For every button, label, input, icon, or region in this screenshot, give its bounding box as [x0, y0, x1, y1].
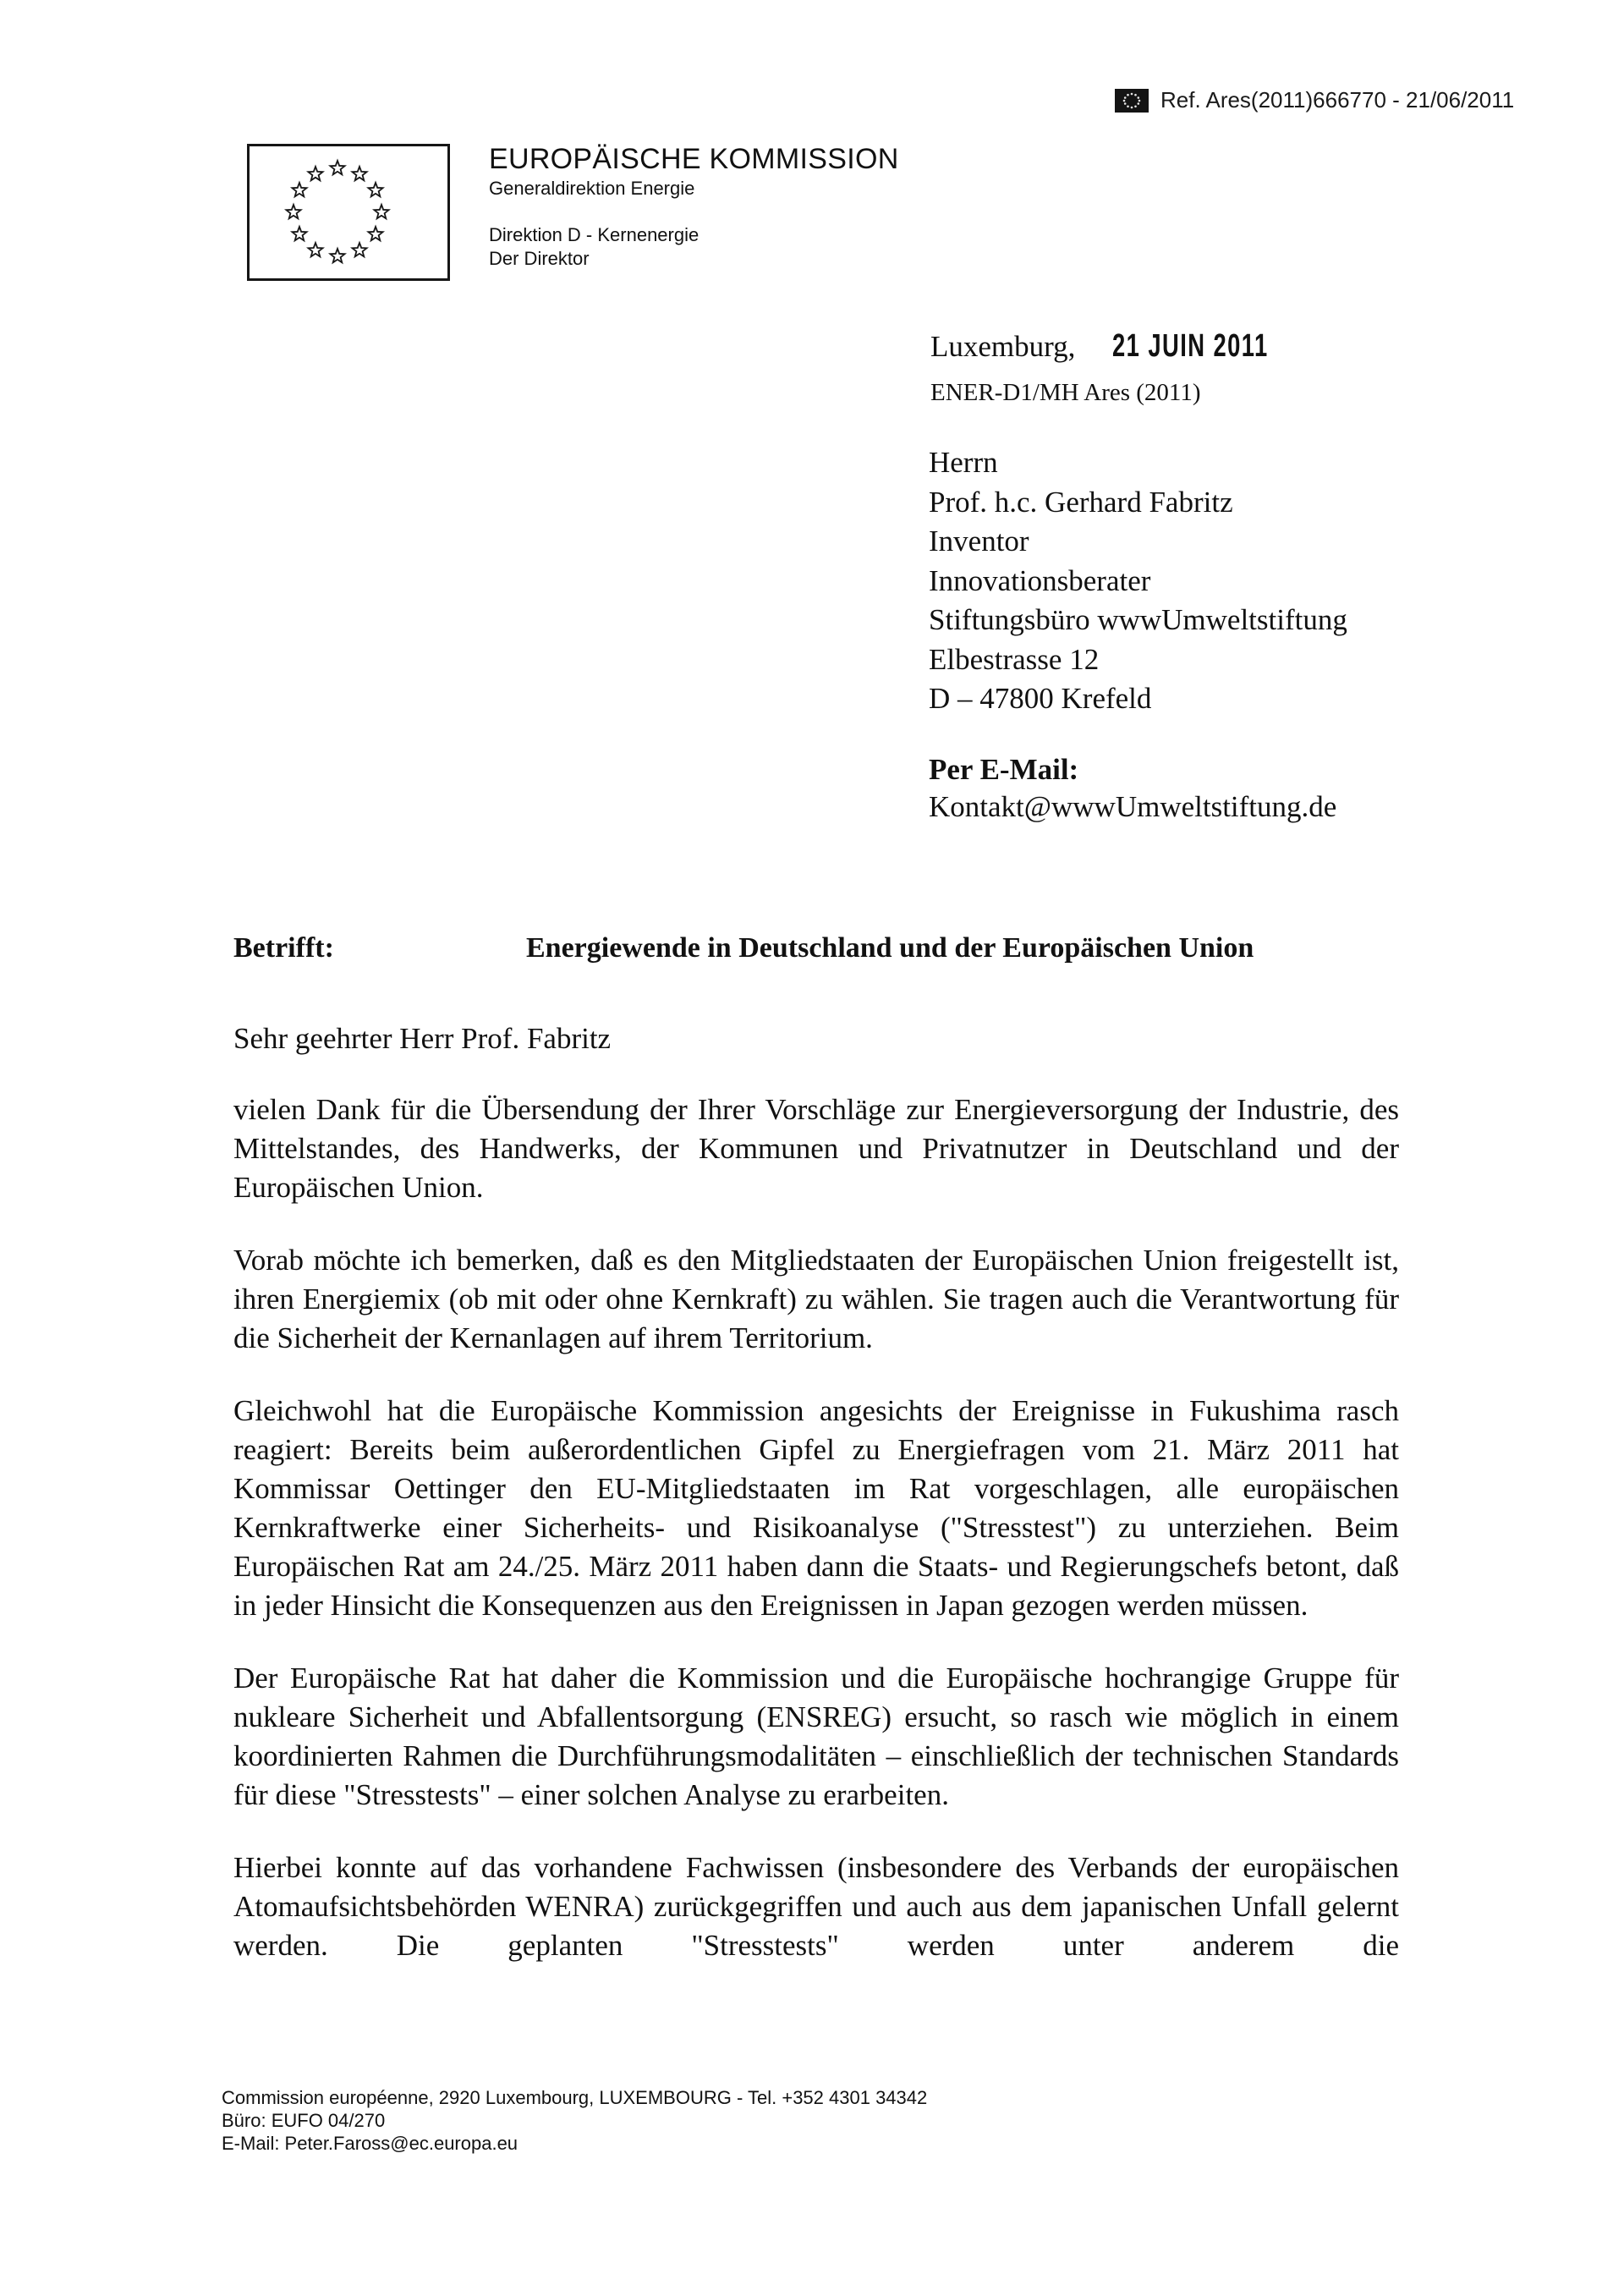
star-icon [330, 161, 344, 174]
star-icon [308, 167, 322, 180]
body-paragraph: vielen Dank für die Übersendung der Ihrer Vorschläge zur Energieversorgung der Industrie, des Mittelstandes, des Handwerks, der Kommunen und Privatnutzer in Deutschland und der Europäischen Union. [233, 1093, 1399, 1204]
footer-office: Büro: EUFO 04/270 [222, 2110, 386, 2131]
date-stamp: 21 JUIN 2011 [1112, 328, 1270, 364]
signatory-title: Der Direktor [489, 248, 590, 269]
address-line: D – 47800 Krefeld [929, 682, 1152, 715]
letterhead [489, 142, 899, 271]
subject-text: Energiewende in Deutschland und der Europäischen Union [526, 932, 1254, 964]
star-icon [374, 205, 388, 218]
body-paragraph: Vorab möchte ich bemerken, daß es den Mitgliedstaaten der Europäischen Union freigestellt ist, ihren Energiemix (ob mit oder ohne Kernkraft) zu wählen. Sie tragen auch die Verantwortung für die Sicherheit der Kernanlagen auf ihrem Territorium. [233, 1244, 1399, 1354]
star-icon [330, 249, 344, 262]
star-icon [292, 183, 306, 196]
address-line: Inventor [929, 525, 1029, 558]
body-paragraph: Der Europäische Rat hat daher die Kommission und die Europäische hochrangige Gruppe für nukleare Sicherheit und Abfallentsorgung (ENSREG) ersucht, so rasch wie möglich in einem koordinierten Rahmen die Durchführungsmodalitäten – einschließlich der technischen Standards für diese "Stresstests" – einer solchen Analyse zu erarbeiten. [233, 1662, 1399, 1811]
ares-reference-text: Ref. Ares(2011)666770 - 21/06/2011 [1160, 87, 1515, 113]
eu-flag-icon [1115, 89, 1149, 113]
star-icon [368, 183, 382, 196]
address-line: Prof. h.c. Gerhard Fabritz [929, 485, 1233, 519]
body-paragraph: Gleichwohl hat die Europäische Kommission angesichts der Ereignisse in Fukushima rasch reagiert: Bereits beim außerordentlichen Gipfel zu Energiefragen vom 21. März 2011 hat Kommissar Oettinger den EU-Mitgliedstaaten im Rat vorgeschlagen, alle europäischen Kernkraftwerke einer Sicherheits- und Risikoanalyse ("Stresstest") zu unterziehen. Beim Europäischen Rat am 24./25. März 2011 haben dann die Staats- und Regierungschefs betont, daß in jeder Hinsicht die Konsequenzen aus den Ereignissen in Japan gezogen werden müssen. [233, 1394, 1399, 1622]
file-reference: ENER-D1/MH Ares (2011) [930, 379, 1201, 406]
salutation: Sehr geehrter Herr Prof. Fabritz [233, 1022, 612, 1055]
delivery-method-label: Per E-Mail: [929, 753, 1079, 786]
organization-name: EUROPÄISCHE KOMMISSION [489, 143, 899, 175]
star-icon [286, 205, 300, 218]
address-line: Stiftungsbüro wwwUmweltstiftung [929, 603, 1347, 636]
footer-email: E-Mail: Peter.Faross@ec.europa.eu [222, 2133, 518, 2154]
letter-body [233, 1090, 1399, 1999]
date-line [930, 328, 1330, 365]
star-icon [368, 227, 382, 240]
recipient-email: Kontakt@wwwUmweltstiftung.de [929, 790, 1337, 823]
body-paragraph: Hierbei konnte auf das vorhandene Fachwissen (insbesondere des Verbands der europäischen Atomaufsichtsbehörden WENRA) zurückgegriffen und auch aus dem japanischen Unfall gelernt werden. Die geplanten "Stresstests" werden unter anderem die [233, 1851, 1399, 1962]
star-icon [352, 167, 366, 180]
address-line: Herrn [929, 446, 998, 479]
directorate: Direktion D - Kernenergie [489, 224, 700, 245]
address-line: Innovationsberater [929, 563, 1151, 597]
footer-address: Commission européenne, 2920 Luxembourg, LUXEMBOURG - Tel. +352 4301 34342 [222, 2087, 928, 2108]
subject-label: Betrifft: [233, 932, 334, 964]
star-icon [292, 227, 306, 240]
ares-reference-stamp [1115, 87, 1514, 113]
star-icon [352, 243, 366, 256]
recipient-address [929, 443, 1347, 719]
star-icon [308, 243, 322, 256]
page-footer [222, 2086, 927, 2155]
address-line: Elbestrasse 12 [929, 642, 1100, 676]
eu-stars-logo-icon [247, 144, 450, 281]
directorate-general: Generaldirektion Energie [489, 178, 695, 199]
place: Luxemburg, [930, 330, 1076, 363]
